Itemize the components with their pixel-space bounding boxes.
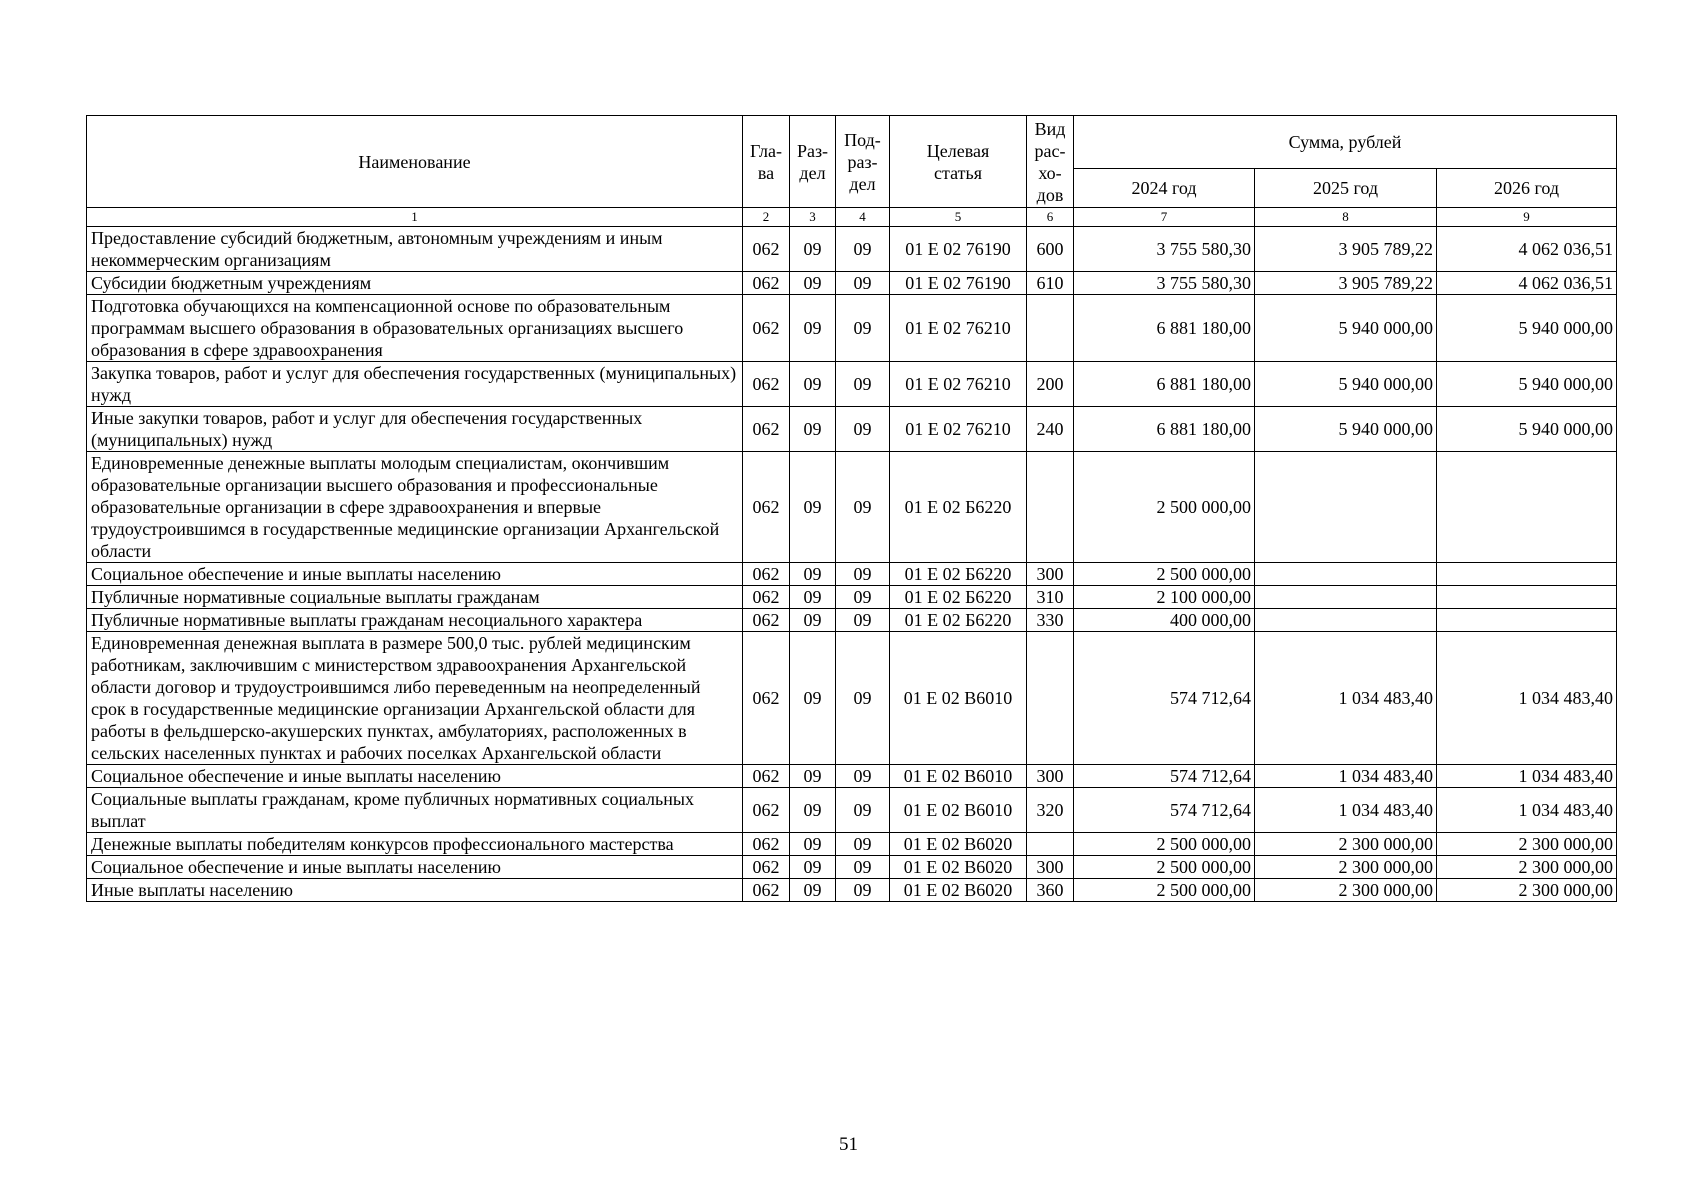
table-row [87, 856, 1617, 879]
podrazdel-cell: 09 [836, 765, 890, 788]
header-razdel: Раз- дел [790, 116, 836, 208]
razdel-cell: 09 [790, 879, 836, 902]
sum-2026-cell: 5 940 000,00 [1437, 407, 1617, 452]
sum-2025-cell [1255, 563, 1437, 586]
glava-cell: 062 [743, 833, 790, 856]
header-year-2025: 2025 год [1255, 169, 1437, 208]
tselevaya-statya-cell: 01 Е 02 76190 [890, 272, 1027, 295]
sum-2026-cell: 5 940 000,00 [1437, 295, 1617, 362]
column-number-cell: 5 [890, 208, 1027, 227]
sum-2025-cell: 1 034 483,40 [1255, 765, 1437, 788]
razdel-cell: 09 [790, 563, 836, 586]
vid-rashodov-cell: 310 [1027, 586, 1074, 609]
name-cell: Социальное обеспечение и иные выплаты населению [87, 563, 743, 586]
budget-table [86, 115, 1617, 902]
razdel-cell: 09 [790, 362, 836, 407]
vid-rashodov-cell [1027, 295, 1074, 362]
vid-rashodov-cell: 300 [1027, 765, 1074, 788]
vid-rashodov-cell: 600 [1027, 227, 1074, 272]
tselevaya-statya-cell: 01 Е 02 В6020 [890, 856, 1027, 879]
podrazdel-cell: 09 [836, 632, 890, 765]
vid-rashodov-cell: 610 [1027, 272, 1074, 295]
podrazdel-cell: 09 [836, 856, 890, 879]
sum-2026-cell: 1 034 483,40 [1437, 632, 1617, 765]
sum-2024-cell: 574 712,64 [1074, 632, 1255, 765]
sum-2024-cell: 2 100 000,00 [1074, 586, 1255, 609]
sum-2025-cell [1255, 586, 1437, 609]
name-cell: Социальное обеспечение и иные выплаты населению [87, 856, 743, 879]
glava-cell: 062 [743, 362, 790, 407]
table-row [87, 586, 1617, 609]
sum-2025-cell: 2 300 000,00 [1255, 833, 1437, 856]
vid-rashodov-cell: 330 [1027, 609, 1074, 632]
vid-rashodov-cell [1027, 452, 1074, 563]
tselevaya-statya-cell: 01 Е 02 Б6220 [890, 609, 1027, 632]
razdel-cell: 09 [790, 788, 836, 833]
header-year-2024: 2024 год [1074, 169, 1255, 208]
column-number-cell: 9 [1437, 208, 1617, 227]
podrazdel-cell: 09 [836, 452, 890, 563]
header-tselevaya-statya: Целевая статья [890, 116, 1027, 208]
name-cell: Публичные нормативные выплаты гражданам несоциального характера [87, 609, 743, 632]
table-row [87, 632, 1617, 765]
table-row [87, 765, 1617, 788]
sum-2025-cell: 3 905 789,22 [1255, 227, 1437, 272]
sum-2026-cell [1437, 586, 1617, 609]
name-cell: Социальные выплаты гражданам, кроме публичных нормативных социальных выплат [87, 788, 743, 833]
vid-rashodov-cell [1027, 632, 1074, 765]
podrazdel-cell: 09 [836, 609, 890, 632]
name-cell: Закупка товаров, работ и услуг для обеспечения государственных (муниципальных) нужд [87, 362, 743, 407]
podrazdel-cell: 09 [836, 227, 890, 272]
sum-2025-cell [1255, 452, 1437, 563]
razdel-cell: 09 [790, 272, 836, 295]
sum-2025-cell: 1 034 483,40 [1255, 788, 1437, 833]
tselevaya-statya-cell: 01 Е 02 Б6220 [890, 452, 1027, 563]
sum-2026-cell [1437, 609, 1617, 632]
vid-rashodov-cell: 200 [1027, 362, 1074, 407]
glava-cell: 062 [743, 609, 790, 632]
podrazdel-cell: 09 [836, 272, 890, 295]
glava-cell: 062 [743, 272, 790, 295]
table-row [87, 272, 1617, 295]
column-number-cell: 1 [87, 208, 743, 227]
glava-cell: 062 [743, 632, 790, 765]
tselevaya-statya-cell: 01 Е 02 В6010 [890, 788, 1027, 833]
podrazdel-cell: 09 [836, 833, 890, 856]
razdel-cell: 09 [790, 609, 836, 632]
column-number-cell: 3 [790, 208, 836, 227]
table-row [87, 452, 1617, 563]
table-row [87, 362, 1617, 407]
tselevaya-statya-cell: 01 Е 02 В6020 [890, 833, 1027, 856]
podrazdel-cell: 09 [836, 295, 890, 362]
name-cell: Предоставление субсидий бюджетным, автономным учреждениям и иным некоммерческим организациям [87, 227, 743, 272]
sum-2024-cell: 400 000,00 [1074, 609, 1255, 632]
column-number-cell: 4 [836, 208, 890, 227]
podrazdel-cell: 09 [836, 563, 890, 586]
sum-2025-cell: 2 300 000,00 [1255, 856, 1437, 879]
tselevaya-statya-cell: 01 Е 02 В6020 [890, 879, 1027, 902]
sum-2024-cell: 6 881 180,00 [1074, 362, 1255, 407]
header-glava: Гла- ва [743, 116, 790, 208]
tselevaya-statya-cell: 01 Е 02 76210 [890, 362, 1027, 407]
name-cell: Иные закупки товаров, работ и услуг для обеспечения государственных (муниципальных) нужд [87, 407, 743, 452]
podrazdel-cell: 09 [836, 788, 890, 833]
glava-cell: 062 [743, 227, 790, 272]
razdel-cell: 09 [790, 407, 836, 452]
sum-2026-cell: 2 300 000,00 [1437, 833, 1617, 856]
name-cell: Единовременная денежная выплата в размере 500,0 тыс. рублей медицинским работникам, заключившим с министерством здравоохранения Архангельской области договор и трудоустроившимся либо переведенным на неопределенный срок в государственные медицинские организации Архангельской области для работы в фельдшерско-акушерских пунктах, амбулаториях, расположенных в сельских населенных пунктах и рабочих поселках Архангельской области [87, 632, 743, 765]
table-row [87, 227, 1617, 272]
tselevaya-statya-cell: 01 Е 02 76210 [890, 295, 1027, 362]
sum-2024-cell: 2 500 000,00 [1074, 833, 1255, 856]
sum-2025-cell: 5 940 000,00 [1255, 407, 1437, 452]
header-podrazdel: Под- раз- дел [836, 116, 890, 208]
name-cell: Иные выплаты населению [87, 879, 743, 902]
tselevaya-statya-cell: 01 Е 02 В6010 [890, 632, 1027, 765]
tselevaya-statya-cell: 01 Е 02 76210 [890, 407, 1027, 452]
sum-2024-cell: 6 881 180,00 [1074, 407, 1255, 452]
sum-2026-cell: 2 300 000,00 [1437, 879, 1617, 902]
vid-rashodov-cell [1027, 833, 1074, 856]
table-row [87, 407, 1617, 452]
podrazdel-cell: 09 [836, 362, 890, 407]
podrazdel-cell: 09 [836, 586, 890, 609]
sum-2025-cell: 5 940 000,00 [1255, 295, 1437, 362]
glava-cell: 062 [743, 452, 790, 563]
column-number-row [87, 208, 1617, 227]
glava-cell: 062 [743, 407, 790, 452]
sum-2026-cell: 1 034 483,40 [1437, 765, 1617, 788]
sum-2024-cell: 2 500 000,00 [1074, 856, 1255, 879]
sum-2024-cell: 3 755 580,30 [1074, 227, 1255, 272]
page-number: 51 [839, 1134, 858, 1155]
sum-2024-cell: 2 500 000,00 [1074, 563, 1255, 586]
table-row [87, 609, 1617, 632]
column-number-cell: 7 [1074, 208, 1255, 227]
table-row [87, 788, 1617, 833]
podrazdel-cell: 09 [836, 879, 890, 902]
glava-cell: 062 [743, 295, 790, 362]
name-cell: Публичные нормативные социальные выплаты гражданам [87, 586, 743, 609]
glava-cell: 062 [743, 765, 790, 788]
table-row [87, 563, 1617, 586]
sum-2026-cell: 4 062 036,51 [1437, 227, 1617, 272]
sum-2024-cell: 2 500 000,00 [1074, 879, 1255, 902]
table-body [87, 227, 1617, 902]
razdel-cell: 09 [790, 856, 836, 879]
sum-2025-cell: 2 300 000,00 [1255, 879, 1437, 902]
sum-2026-cell: 2 300 000,00 [1437, 856, 1617, 879]
razdel-cell: 09 [790, 765, 836, 788]
header-vid-rashodov: Вид рас- хо- дов [1027, 116, 1074, 208]
sum-2026-cell: 5 940 000,00 [1437, 362, 1617, 407]
header-name: Наименование [87, 116, 743, 208]
vid-rashodov-cell: 300 [1027, 856, 1074, 879]
sum-2024-cell: 3 755 580,30 [1074, 272, 1255, 295]
sum-2024-cell: 2 500 000,00 [1074, 452, 1255, 563]
razdel-cell: 09 [790, 452, 836, 563]
column-number-cell: 6 [1027, 208, 1074, 227]
tselevaya-statya-cell: 01 Е 02 Б6220 [890, 586, 1027, 609]
razdel-cell: 09 [790, 632, 836, 765]
sum-2024-cell: 574 712,64 [1074, 788, 1255, 833]
tselevaya-statya-cell: 01 Е 02 Б6220 [890, 563, 1027, 586]
sum-2026-cell: 1 034 483,40 [1437, 788, 1617, 833]
sum-2024-cell: 6 881 180,00 [1074, 295, 1255, 362]
name-cell: Субсидии бюджетным учреждениям [87, 272, 743, 295]
table-row [87, 295, 1617, 362]
glava-cell: 062 [743, 856, 790, 879]
vid-rashodov-cell: 240 [1027, 407, 1074, 452]
vid-rashodov-cell: 360 [1027, 879, 1074, 902]
column-number-cell: 2 [743, 208, 790, 227]
sum-2025-cell [1255, 609, 1437, 632]
glava-cell: 062 [743, 879, 790, 902]
glava-cell: 062 [743, 788, 790, 833]
razdel-cell: 09 [790, 586, 836, 609]
name-cell: Единовременные денежные выплаты молодым специалистам, окончившим образовательные организации высшего образования и профессиональные образовательные организации в сфере здравоохранения и впервые трудоустроившимся в государственные медицинские организации Архангельской области [87, 452, 743, 563]
table-row [87, 879, 1617, 902]
podrazdel-cell: 09 [836, 407, 890, 452]
vid-rashodov-cell: 320 [1027, 788, 1074, 833]
sum-2025-cell: 5 940 000,00 [1255, 362, 1437, 407]
glava-cell: 062 [743, 586, 790, 609]
table-row [87, 833, 1617, 856]
header-year-2026: 2026 год [1437, 169, 1617, 208]
sum-2025-cell: 3 905 789,22 [1255, 272, 1437, 295]
sum-2025-cell: 1 034 483,40 [1255, 632, 1437, 765]
sum-2026-cell: 4 062 036,51 [1437, 272, 1617, 295]
razdel-cell: 09 [790, 227, 836, 272]
tselevaya-statya-cell: 01 Е 02 В6010 [890, 765, 1027, 788]
razdel-cell: 09 [790, 833, 836, 856]
sum-2024-cell: 574 712,64 [1074, 765, 1255, 788]
vid-rashodov-cell: 300 [1027, 563, 1074, 586]
header-summa-group: Сумма, рублей [1074, 116, 1617, 169]
name-cell: Подготовка обучающихся на компенсационной основе по образовательным программам высшего образования в образовательных организациях высшего образования в сфере здравоохранения [87, 295, 743, 362]
sum-2026-cell [1437, 452, 1617, 563]
name-cell: Денежные выплаты победителям конкурсов профессионального мастерства [87, 833, 743, 856]
razdel-cell: 09 [790, 295, 836, 362]
glava-cell: 062 [743, 563, 790, 586]
column-number-cell: 8 [1255, 208, 1437, 227]
name-cell: Социальное обеспечение и иные выплаты населению [87, 765, 743, 788]
sum-2026-cell [1437, 563, 1617, 586]
tselevaya-statya-cell: 01 Е 02 76190 [890, 227, 1027, 272]
